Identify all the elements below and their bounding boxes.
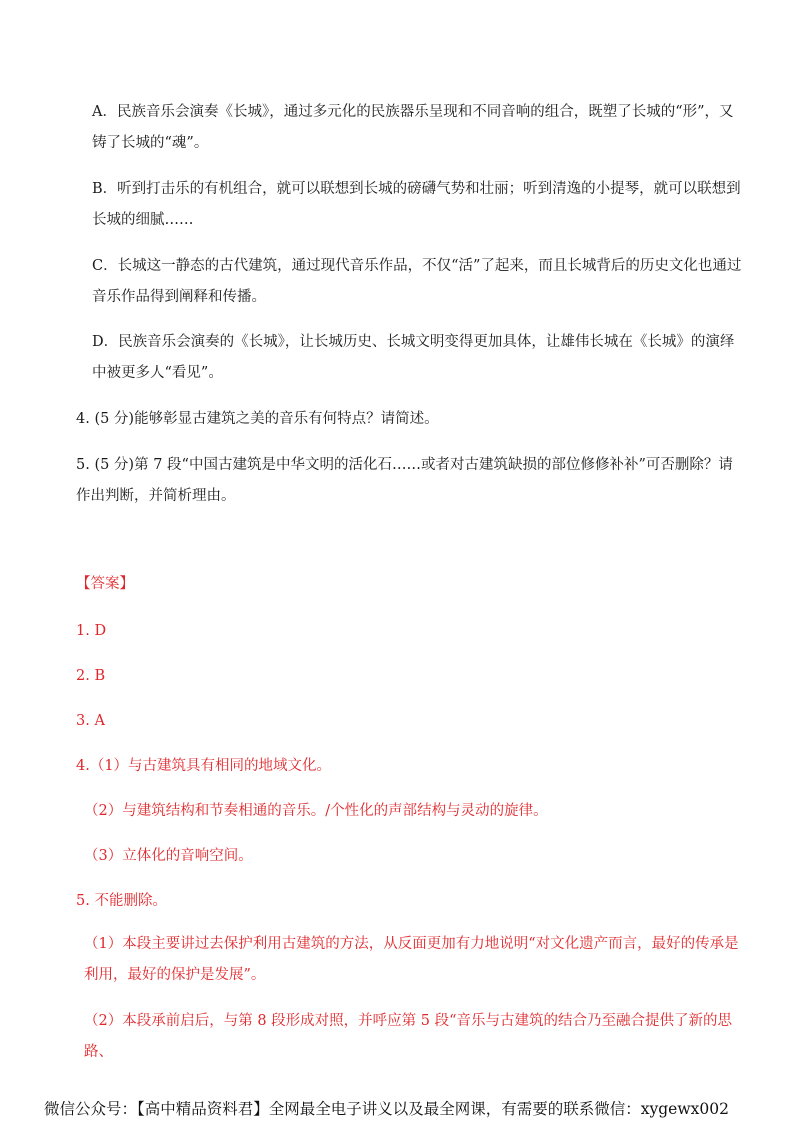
footer-watermark: 微信公众号：【高中精品资料君】全网最全电子讲义以及最全网课，有需要的联系微信：xygewx002	[44, 1100, 729, 1118]
question-4: 4. (5 分)能够彰显古建筑之美的音乐有何特点？请简述。	[76, 411, 439, 427]
option-b: B．听到打击乐的有机组合，就可以联想到长城的磅礴气势和壮丽；听到清逸的小提琴，就可以联想到长城的细腻……	[92, 181, 741, 228]
answer-3: 3. A	[76, 713, 105, 729]
answer-heading: 【答案】	[76, 576, 134, 592]
answer-5: 5. 不能删除。	[76, 893, 167, 909]
answer-5-part-1: （1）本段主要讲过去保护利用古建筑的方法，从反面更加有力地说明“对文化遗产而言，最好的传承是利用，最好的保护是发展”。	[84, 936, 739, 983]
option-a: A．民族音乐会演奏《长城》，通过多元化的民族器乐呈现和不同音响的组合，既塑了长城的“形”，又铸了长城的“魂”。	[92, 104, 734, 151]
question-5: 5. (5 分)第 7 段“中国古建筑是中华文明的活化石……或者对古建筑缺损的部位修修补补”可否删除？请作出判断，并简析理由。	[76, 457, 733, 504]
answer-2: 2. B	[76, 668, 106, 684]
option-c: C．长城这一静态的古代建筑，通过现代音乐作品，不仅“活”了起来，而且长城背后的历史文化也通过音乐作品得到阐释和传播。	[92, 258, 742, 305]
answer-4-part-3: （3）立体化的音响空间。	[84, 848, 253, 864]
answer-1: 1. D	[76, 623, 107, 639]
answer-4-part-2: （2）与建筑结构和节奏相通的音乐。/个性化的声部结构与灵动的旋律。	[84, 803, 548, 819]
answer-5-part-2: （2）本段承前启后，与第 8 段形成对照，并呼应第 5 段“音乐与古建筑的结合乃至融合提供了新的思路、	[84, 1013, 733, 1060]
answer-4: 4.（1）与古建筑具有相同的地域文化。	[76, 758, 332, 774]
option-d: D．民族音乐会演奏的《长城》，让长城历史、长城文明变得更加具体，让雄伟长城在《长城》的演绎中被更多人“看见”。	[92, 334, 735, 381]
